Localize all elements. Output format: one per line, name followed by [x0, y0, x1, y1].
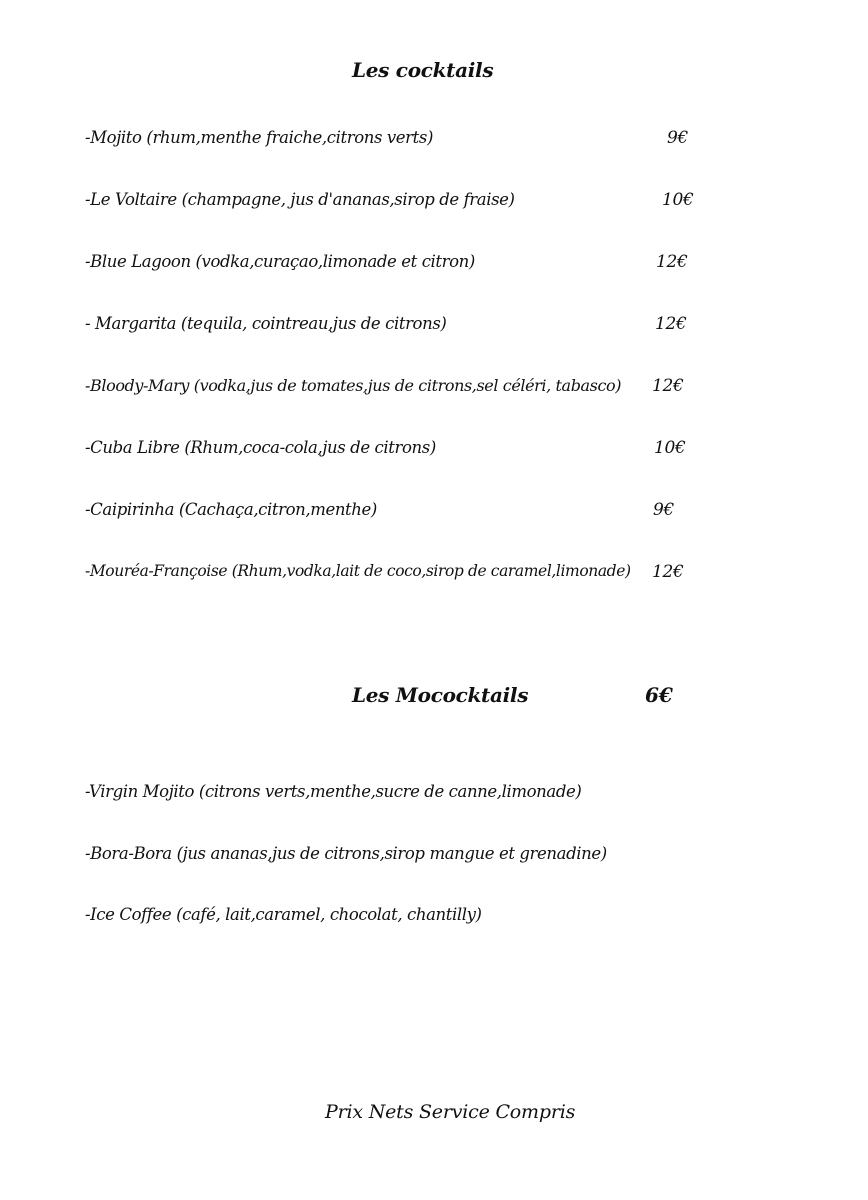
cocktail-name: -Le Voltaire (champagne, jus d'ananas,sirop de fraise)	[85, 190, 515, 209]
cocktail-name: -Mouréa-Françoise (Rhum,vodka,lait de coco,sirop de caramel,limonade)	[85, 562, 631, 580]
mocktails-title: Les Mococktails	[352, 683, 529, 707]
cocktail-name: -Bloody-Mary (vodka,jus de tomates,jus de citrons,sel céléri, tabasco)	[85, 376, 622, 395]
mocktail-item-bora-bora	[0, 844, 868, 870]
cocktail-price: 9€	[667, 128, 689, 148]
cocktail-name: -Mojito (rhum,menthe fraiche,citrons verts)	[85, 128, 433, 147]
cocktail-price: 9€	[653, 500, 675, 520]
mocktail-name: -Bora-Bora (jus ananas,jus de citrons,sirop mangue et grenadine)	[85, 844, 607, 863]
cocktail-item-cuba-libre	[0, 438, 868, 464]
cocktail-name: -Cuba Libre (Rhum,coca-cola,jus de citrons)	[85, 438, 436, 457]
mocktail-name: -Virgin Mojito (citrons verts,menthe,sucre de canne,limonade)	[85, 782, 582, 801]
cocktail-price: 10€	[662, 190, 694, 210]
cocktails-title: Les cocktails	[352, 58, 494, 82]
cocktail-price: 12€	[652, 562, 684, 582]
cocktail-name: - Margarita (tequila, cointreau,jus de citrons)	[85, 314, 447, 333]
cocktail-price: 12€	[656, 252, 688, 272]
cocktail-item-le-voltaire	[0, 190, 868, 216]
cocktail-item-mojito	[0, 128, 868, 154]
cocktail-name: -Caipirinha (Cachaça,citron,menthe)	[85, 500, 377, 519]
cocktail-item-mourea-francoise	[0, 562, 868, 588]
cocktail-price: 10€	[654, 438, 686, 458]
cocktail-name: -Blue Lagoon (vodka,curaçao,limonade et citron)	[85, 252, 475, 271]
mocktails-price: 6€	[645, 683, 673, 707]
cocktail-price: 12€	[655, 314, 687, 334]
cocktail-item-bloody-mary	[0, 376, 868, 402]
cocktail-item-margarita	[0, 314, 868, 340]
cocktail-price: 12€	[652, 376, 684, 396]
cocktail-item-caipirinha	[0, 500, 868, 526]
cocktail-item-blue-lagoon	[0, 252, 868, 278]
mocktail-name: -Ice Coffee (café, lait,caramel, chocolat, chantilly)	[85, 905, 482, 924]
footer-note: Prix Nets Service Compris	[325, 1101, 576, 1123]
mocktail-item-ice-coffee	[0, 905, 868, 931]
mocktail-item-virgin-mojito	[0, 782, 868, 808]
